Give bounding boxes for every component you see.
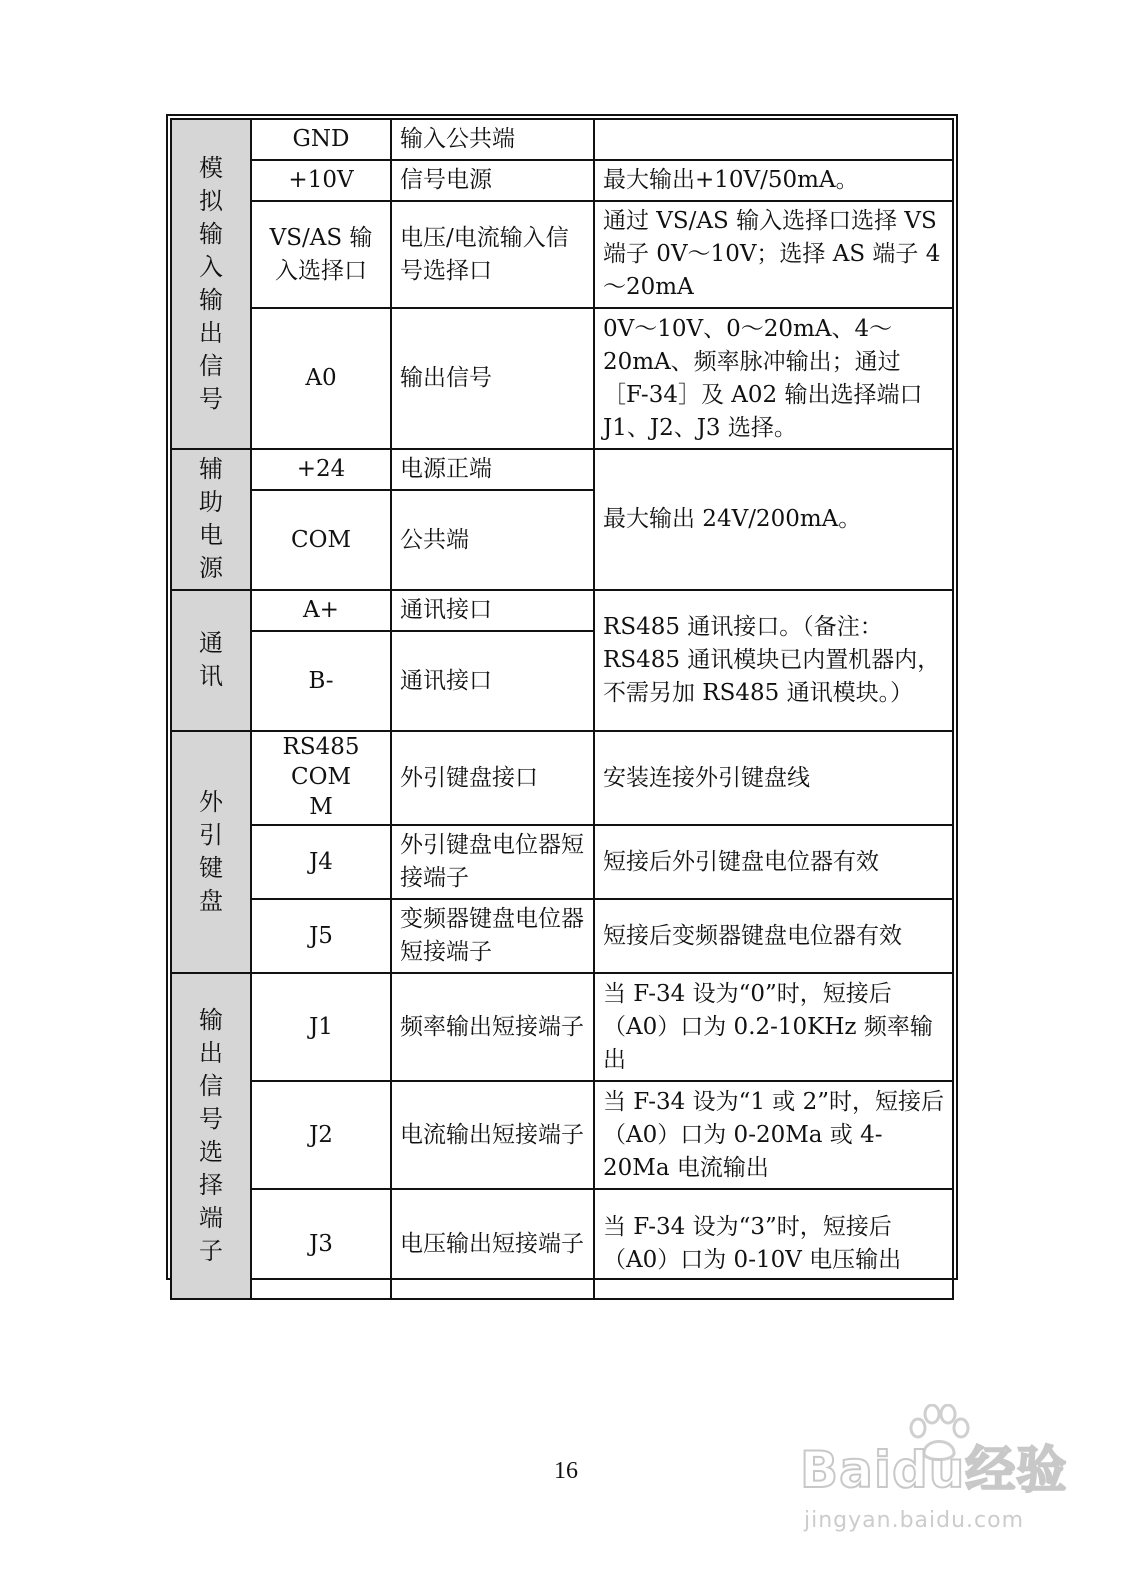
baidu-watermark: [800, 1400, 1090, 1550]
table-row: [171, 825, 953, 899]
description-cell: RS485 通讯接口。（备注：RS485 通讯模块已内置机器内，不需另加 RS485 通讯模块。）: [594, 590, 953, 731]
terminal-cell: VS/AS 输入选择口: [251, 201, 391, 308]
group-aux-power: [171, 449, 251, 590]
description-cell: [594, 119, 953, 160]
group-label: 通讯: [199, 629, 223, 690]
group-label: 辅助电源: [199, 455, 223, 582]
table-row: [171, 449, 953, 490]
description-cell: 当 F-34 设为“3”时，短接后（A0）口为 0-10V 电压输出: [594, 1189, 953, 1299]
group-label: 模拟输入输出信号: [199, 153, 223, 413]
table-row: [171, 1189, 953, 1299]
description-cell: 通过 VS/AS 输入选择口选择 VS 端子 0V～10V；选择 AS 端子 4～20mA: [594, 201, 953, 308]
description-cell: 短接后变频器键盘电位器有效: [594, 899, 953, 973]
terminal-cell: J5: [251, 899, 391, 973]
table-row: [171, 973, 953, 1081]
table-row: [171, 590, 953, 631]
description-cell: 安装连接外引键盘线: [594, 731, 953, 825]
description-cell: 当 F-34 设为“0”时，短接后（A0）口为 0.2-10KHz 频率输出: [594, 973, 953, 1081]
terminal-cell: J2: [251, 1081, 391, 1189]
terminal-cell: GND: [251, 119, 391, 160]
function-cell: 电压/电流输入信号选择口: [391, 201, 594, 308]
table-row: [171, 1081, 953, 1189]
function-cell: 通讯接口: [391, 631, 594, 731]
function-cell: 外引键盘接口: [391, 731, 594, 825]
table-row: [171, 160, 953, 201]
terminal-text: RS485 COMM: [282, 734, 360, 820]
description-cell: 0V～10V、0～20mA、4～20mA、频率脉冲输出；通过［F-34］及 A02 输出选择端口 J1、J2、J3 选择。: [594, 308, 953, 449]
function-cell: 变频器键盘电位器短接端子: [391, 899, 594, 973]
terminal-cell: +10V: [251, 160, 391, 201]
group-label: 外引键盘: [199, 787, 223, 915]
function-cell: 电源正端: [391, 449, 594, 490]
terminal-cell: J3: [251, 1189, 391, 1299]
terminal-cell: B-: [251, 631, 391, 731]
description-cell: 最大输出+10V/50mA。: [594, 160, 953, 201]
function-cell: 输入公共端: [391, 119, 594, 160]
function-cell: 信号电源: [391, 160, 594, 201]
description-cell: 最大输出 24V/200mA。: [594, 449, 953, 590]
terminal-cell: A+: [251, 590, 391, 631]
terminal-spec-table-frame: [166, 114, 958, 1280]
page-number: 16: [554, 1458, 578, 1484]
description-cell: 短接后外引键盘电位器有效: [594, 825, 953, 899]
watermark-url: jingyan.baidu.com: [804, 1508, 1025, 1533]
group-output-select: [171, 973, 251, 1299]
function-cell: 外引键盘电位器短接端子: [391, 825, 594, 899]
group-external-keypad: [171, 731, 251, 973]
watermark-brand: Baidu经验: [800, 1441, 1068, 1499]
function-cell: 电流输出短接端子: [391, 1081, 594, 1189]
table-row: [171, 119, 953, 160]
terminal-cell: COM: [251, 490, 391, 590]
table-row: [171, 201, 953, 308]
description-cell: 当 F-34 设为“1 或 2”时，短接后（A0）口为 0-20Ma 或 4-20Ma 电流输出: [594, 1081, 953, 1189]
terminal-cell: A0: [251, 308, 391, 449]
function-cell: 频率输出短接端子: [391, 973, 594, 1081]
group-label: 输出信号选择端子: [199, 1005, 223, 1265]
function-cell: 电压输出短接端子: [391, 1189, 594, 1299]
terminal-cell: J1: [251, 973, 391, 1081]
table-row: [171, 731, 953, 825]
group-communication: [171, 590, 251, 731]
function-cell: 通讯接口: [391, 590, 594, 631]
group-analog-io: [171, 119, 251, 449]
terminal-cell: J4: [251, 825, 391, 899]
terminal-cell: +24: [251, 449, 391, 490]
function-cell: 输出信号: [391, 308, 594, 449]
terminal-spec-table: [170, 118, 954, 1300]
terminal-cell: [251, 731, 391, 825]
table-row: [171, 308, 953, 449]
table-row: [171, 899, 953, 973]
function-cell: 公共端: [391, 490, 594, 590]
